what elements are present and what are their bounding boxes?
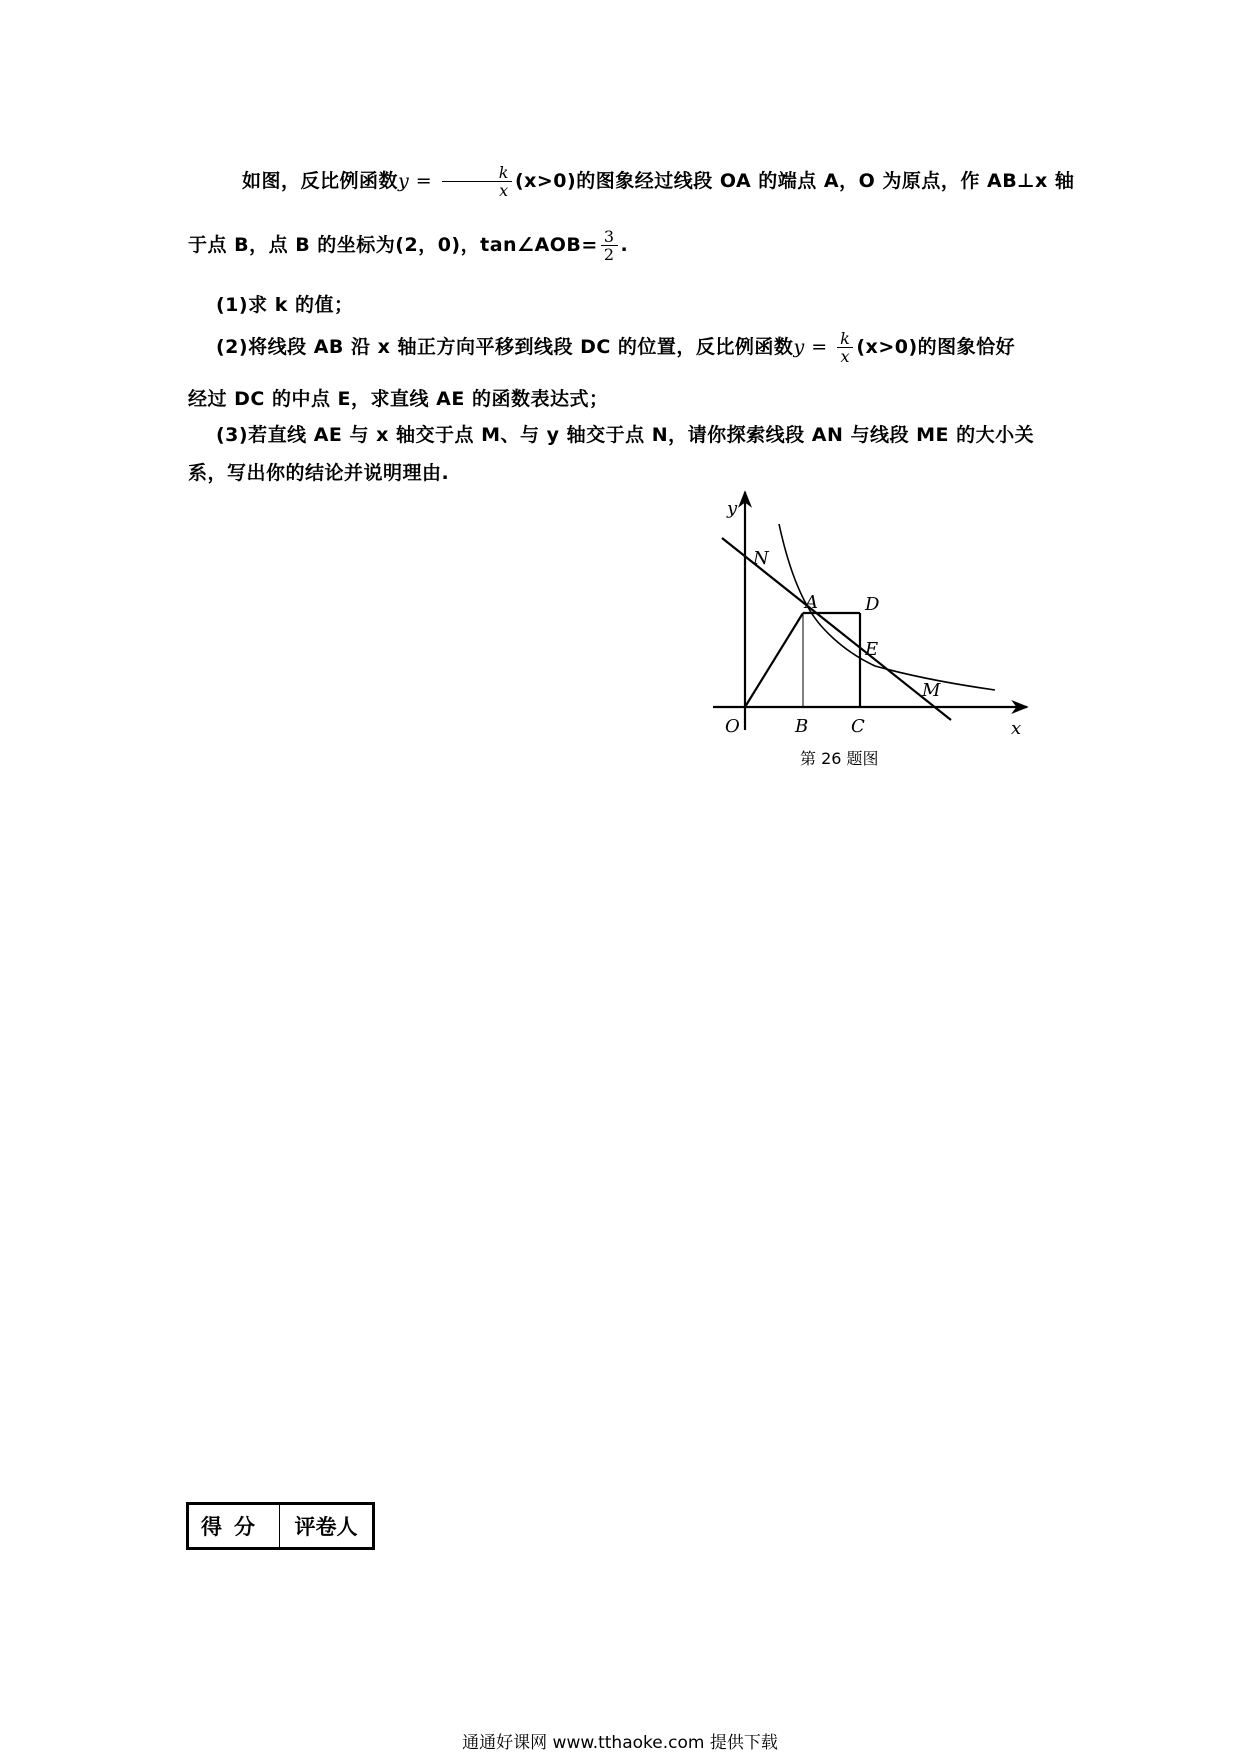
fraction-numerator: 3: [601, 228, 618, 246]
part-2-line-1: [216, 330, 1088, 365]
problem-line-1: [188, 163, 1075, 200]
part-3-line-1: (3)若直线 AE 与 x 轴交于点 M、与 y 轴交于点 N，请你探索线段 AN 与线段 ME 的大小关: [216, 424, 1035, 446]
problem-line-2: [188, 228, 1060, 263]
problem-text: .: [620, 234, 629, 256]
fraction-numerator: k: [837, 330, 853, 348]
score-table: [186, 1502, 375, 1550]
func-eq: =: [409, 170, 439, 192]
label-C: C: [851, 716, 865, 737]
problem-text: 于点 B，点 B 的坐标为(2，0)，tan∠AOB=: [188, 234, 598, 256]
grader-cell: 评卷人: [280, 1504, 374, 1549]
label-N: N: [753, 548, 769, 569]
segment-OA: [745, 613, 803, 707]
fraction-denominator: x: [840, 347, 851, 366]
fraction-k-over-x: [837, 330, 853, 365]
func-eq: =: [804, 336, 835, 358]
label-y: y: [727, 498, 738, 519]
problem-text: (x>0)的图象经过线段 OA 的端点 A，O 为原点，作 AB⊥x 轴: [514, 170, 1075, 192]
fraction-numerator: k: [442, 164, 512, 182]
label-x: x: [1011, 718, 1022, 739]
score-cell: 得分: [188, 1504, 280, 1549]
label-B: B: [795, 716, 809, 737]
inverse-function-expression: [793, 329, 856, 366]
figure-caption: 第 26 题图: [800, 749, 879, 768]
label-E: E: [865, 639, 879, 660]
fraction-denominator: x: [499, 181, 509, 200]
footer-text: 通通好课网 www.tthaoke.com 提供下载: [462, 1733, 778, 1753]
problem-text: (x>0)的图象恰好: [856, 336, 1016, 358]
part-1: (1)求 k 的值；: [216, 294, 354, 316]
label-A: A: [805, 592, 818, 613]
problem-text: 如图，反比例函数: [242, 170, 399, 192]
func-y: y: [398, 170, 410, 192]
part-3-line-2: 系，写出你的结论并说明理由.: [188, 462, 450, 484]
problem-text: (2)将线段 AB 沿 x 轴正方向平移到线段 DC 的位置，反比例函数: [216, 336, 794, 358]
func-y: y: [793, 336, 805, 358]
label-D: D: [865, 594, 880, 615]
label-M: M: [922, 680, 941, 701]
geometry-figure: [705, 480, 1035, 740]
fraction-k-over-x: [442, 164, 512, 199]
inverse-function-expression: [398, 163, 515, 200]
part-2-line-2: 经过 DC 的中点 E，求直线 AE 的函数表达式；: [188, 388, 609, 410]
label-O: O: [725, 716, 740, 737]
fraction-three-halves: [601, 228, 618, 263]
fraction-denominator: 2: [603, 245, 615, 264]
